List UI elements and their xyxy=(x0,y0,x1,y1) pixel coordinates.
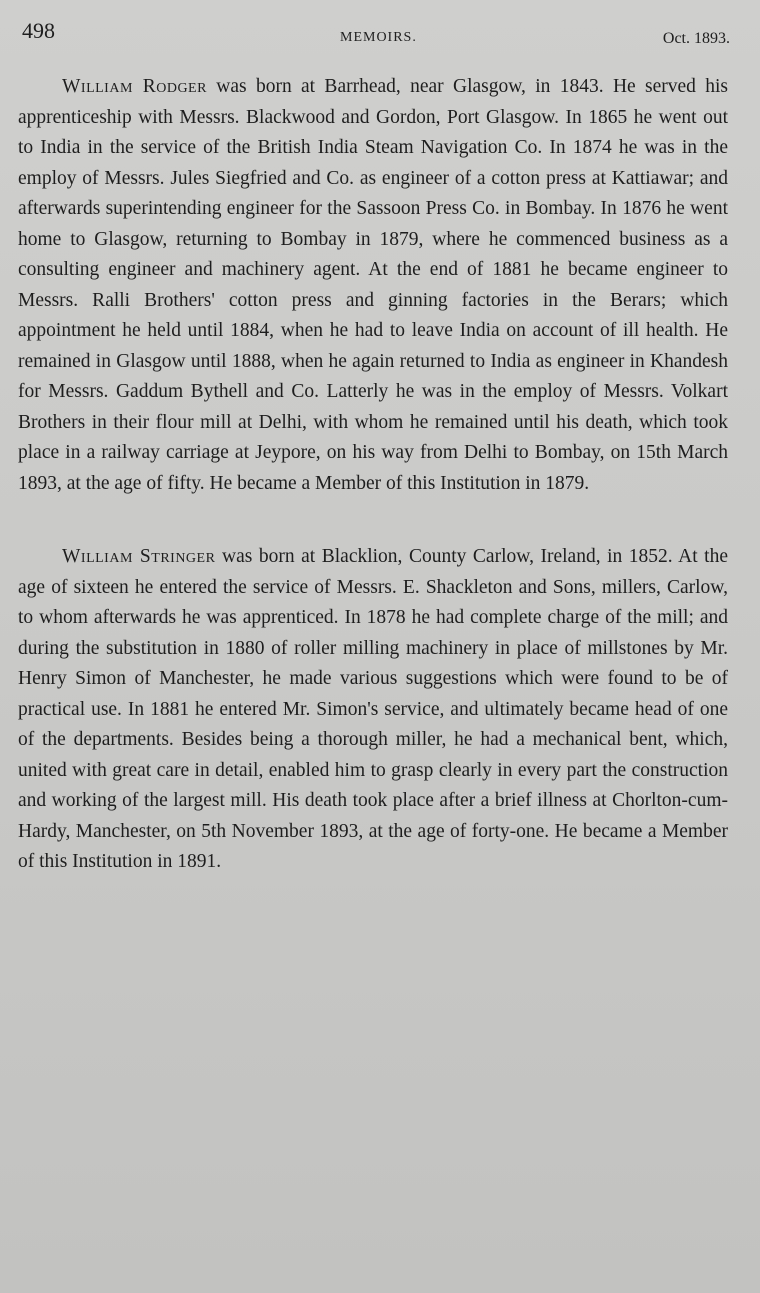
memoir-william-stringer xyxy=(18,542,728,878)
running-head xyxy=(18,14,730,54)
page-number: 498 xyxy=(22,18,55,43)
memoir-name: William Stringer xyxy=(62,546,216,567)
memoir-paragraph xyxy=(18,542,728,878)
memoir-name: William Rodger xyxy=(62,76,207,97)
memoir-william-rodger xyxy=(18,72,728,499)
section-title: MEMOIRS. xyxy=(340,30,417,45)
page-body xyxy=(18,72,728,878)
issue-date: Oct. 1893. xyxy=(662,30,730,47)
memoir-text: was born at Blacklion, County Carlow, Ireland, in 1852. At the age of sixteen he entered the service of Messrs. E. Shackleton and Sons, millers, Carlow, to whom afterwards he was apprenticed. In 1878 he had complete charge of the mill; and during the substitution in 1880 of roller milling machinery in place of millstones by Mr. Henry Simon of Manchester, he made various suggestions which were found to be of practical use. In 1881 he entered Mr. Simon's service, and ultimately became head of one of the departments. Besides being a thorough miller, he had a mechanical bent, which, united with great care in detail, enabled him to grasp clearly in every part the construction and working of the largest mill. His death took place after a brief illness at Chorlton-cum-Hardy, Manchester, on 5th November 1893, at the age of forty-one. He became a Member of this Institution in 1891. xyxy=(18,546,729,872)
memoir-text: was born at Barrhead, near Glasgow, in 1843. He served his apprenticeship with Messrs. Blackwood and Gordon, Port Glasgow. In 1865 he went out to India in the service of the British India Steam Navigation Co. In 1874 he was in the employ of Messrs. Jules Siegfried and Co. as engineer of a cotton press at Kattiawar; and afterwards superintending engineer for the Sassoon Press Co. in Bombay. In 1876 he went home to Glasgow, returning to Bombay in 1879, where he commenced business as a consulting engineer and machinery agent. At the end of 1881 he became engineer to Messrs. Ralli Brothers' cotton press and ginning factories in the Berars; which appointment he held until 1884, when he had to leave India on account of ill health. He remained in Glasgow until 1888, when he again returned to India as engineer in Khandesh for Messrs. Gaddum Bythell and Co. Latterly he was in the employ of Messrs. Volkart Brothers in their flour mill at Delhi, with whom he remained until his death, which took place in a railway carriage at Jeypore, on his way from Delhi to Bombay, on 15th March 1893, at the age of fifty. He became a Member of this Institution in 1879. xyxy=(18,76,728,494)
memoir-paragraph xyxy=(18,72,728,499)
